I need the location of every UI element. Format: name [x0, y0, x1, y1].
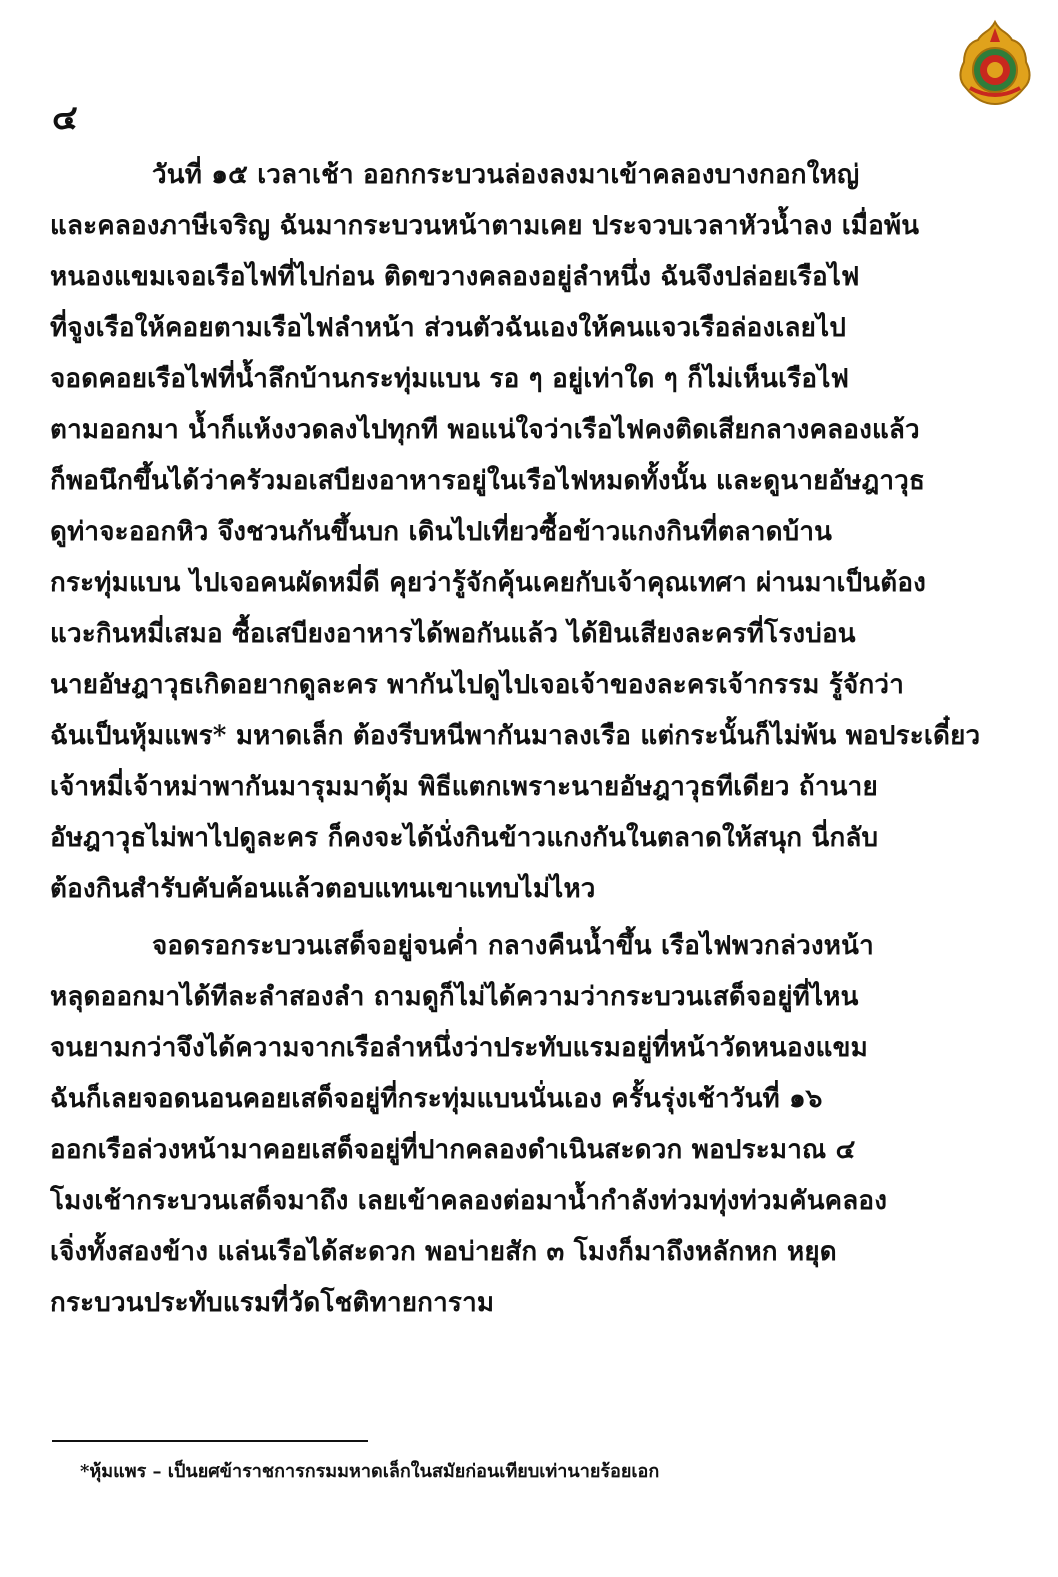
- text-line: อัษฎาวุธไม่พาไปดูละคร ก็คงจะได้นั่งกินข้าวแกงกันในตลาดให้สนุก นี่กลับ: [50, 823, 879, 853]
- body-text: [50, 150, 1000, 1329]
- text-line: ฉันก็เลยจอดนอนคอยเสด็จอยู่ที่กระทุ่มแบนนั่นเอง ครั้นรุ่งเช้าวันที่ ๑๖: [50, 1084, 823, 1114]
- emblem-seal-graphic: [950, 18, 1040, 108]
- text-line: ฉันเป็นหุ้มแพร* มหาดเล็ก ต้องรีบหนีพากันมาลงเรือ แต่กระนั้นก็ไม่พ้น พอประเดี๋ยว: [50, 721, 981, 751]
- text-line: แวะกินหมี่เสมอ ซื้อเสบียงอาหารได้พอกันแล้ว ได้ยินเสียงละครที่โรงบ่อน: [50, 619, 856, 649]
- text-line: จนยามกว่าจึงได้ความจากเรือลำหนึ่งว่าประทับแรมอยู่ที่หน้าวัดหนองแขม: [50, 1033, 868, 1063]
- text-line: วันที่ ๑๕ เวลาเช้า ออกกระบวนล่องลงมาเข้าคลองบางกอกใหญ่: [152, 160, 860, 190]
- footnote: *หุ้มแพร – เป็นยศข้าราชการกรมมหาดเล็กในสมัยก่อนเทียบเท่านายร้อยเอก: [80, 1461, 660, 1482]
- text-line: เจิ่งทั้งสองข้าง แล่นเรือได้สะดวก พอบ่ายสัก ๓ โมงก็มาถึงหลักหก หยุด: [50, 1237, 837, 1267]
- text-line: โมงเช้ากระบวนเสด็จมาถึง เลยเข้าคลองต่อมาน้ำกำลังท่วมทุ่งท่วมคันคลอง: [50, 1186, 888, 1216]
- text-line: เจ้าหมี่เจ้าหม่าพากันมารุมมาตุ้ม พิธีแตกเพราะนายอัษฎาวุธทีเดียว ถ้านาย: [50, 772, 878, 802]
- text-line: กระบวนประทับแรมที่วัดโชติทายการาม: [50, 1288, 495, 1318]
- text-line: หลุดออกมาได้ทีละลำสองลำ ถามดูก็ไม่ได้ความว่ากระบวนเสด็จอยู่ที่ไหน: [50, 982, 859, 1012]
- paragraph-2: [50, 921, 1000, 1329]
- text-line: กระทุ่มแบน ไปเจอคนผัดหมี่ดี คุยว่ารู้จักคุ้นเคยกับเจ้าคุณเทศา ผ่านมาเป็นต้อง: [50, 568, 927, 598]
- paragraph-1: [50, 150, 1000, 915]
- text-line: และคลองภาษีเจริญ ฉันมากระบวนหน้าตามเคย ประจวบเวลาหัวน้ำลง เมื่อพ้น: [50, 211, 920, 241]
- emblem-icon: [950, 18, 1040, 108]
- text-line: ก็พอนึกขึ้นได้ว่าครัวมอเสบียงอาหารอยู่ในเรือไฟหมดทั้งนั้น และดูนายอัษฎาวุธ: [50, 466, 926, 496]
- text-line: ที่จูงเรือให้คอยตามเรือไฟลำหน้า ส่วนตัวฉันเองให้คนแจวเรือล่องเลยไป: [50, 313, 847, 343]
- footnote-divider: [52, 1440, 368, 1442]
- text-line: จอดรอกระบวนเสด็จอยู่จนค่ำ กลางคืนน้ำขึ้น เรือไฟพวกล่วงหน้า: [152, 931, 874, 961]
- text-line: ตามออกมา น้ำก็แห้งงวดลงไปทุกที พอแน่ใจว่าเรือไฟคงติดเสียกลางคลองแล้ว: [50, 415, 920, 445]
- text-line: ดูท่าจะออกหิว จึงชวนกันขึ้นบก เดินไปเที่ยวซื้อข้าวแกงกินที่ตลาดบ้าน: [50, 517, 833, 547]
- text-line: ต้องกินสำรับคับค้อนแล้วตอบแทนเขาแทบไม่ไหว: [50, 874, 596, 904]
- text-line: จอดคอยเรือไฟที่น้ำลึกบ้านกระทุ่มแบน รอ ๆ อยู่เท่าใด ๆ ก็ไม่เห็นเรือไฟ: [50, 364, 850, 394]
- text-line: หนองแขมเจอเรือไฟที่ไปก่อน ติดขวางคลองอยู่ลำหนึ่ง ฉันจึงปล่อยเรือไฟ: [50, 262, 860, 292]
- text-line: ออกเรือล่วงหน้ามาคอยเสด็จอยู่ที่ปากคลองดำเนินสะดวก พอประมาณ ๔: [50, 1135, 856, 1165]
- text-line: นายอัษฎาวุธเกิดอยากดูละคร พากันไปดูไปเจอเจ้าของละครเจ้ากรรม รู้จักว่า: [50, 670, 905, 700]
- page-number: ๔: [52, 98, 78, 138]
